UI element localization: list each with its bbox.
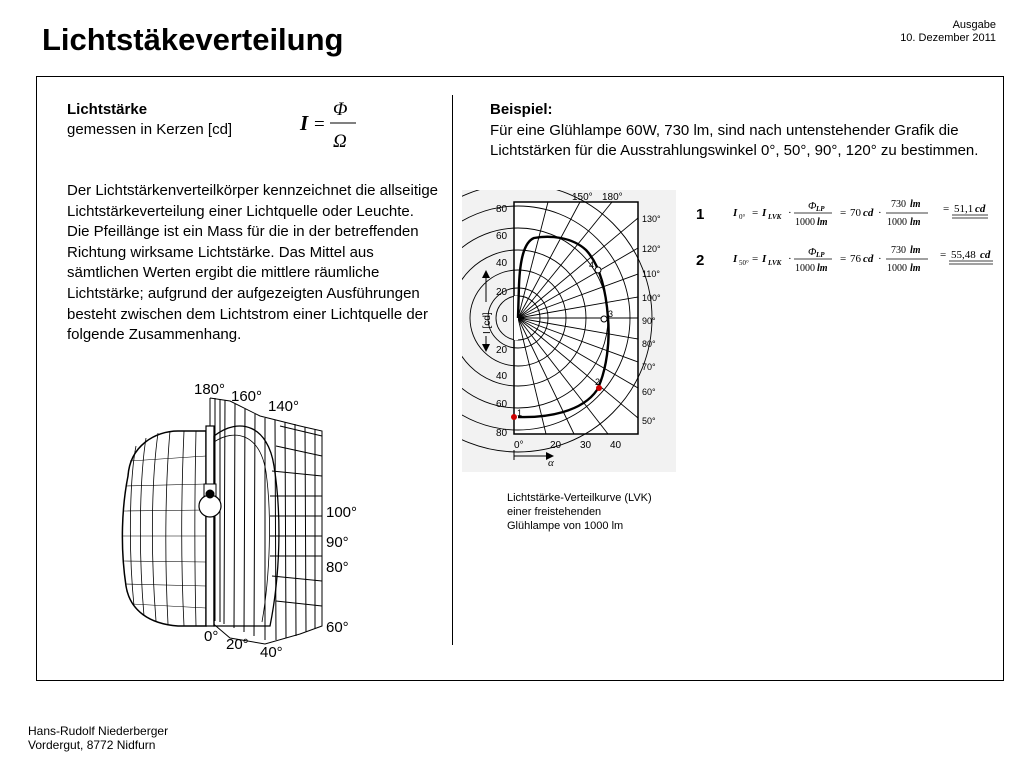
lvk-point-3	[601, 316, 607, 322]
calc-result-unit: cd	[980, 249, 991, 261]
lvk-right-angle-label: 50°	[642, 416, 656, 426]
calculation-row-2	[690, 240, 1000, 280]
footer-address: Vordergut, 8772 Nidfurn	[28, 738, 156, 752]
lvk-top-label: 180°	[602, 192, 623, 203]
calc-index: 1	[696, 206, 705, 223]
lvk-right-angle-label: 90°	[642, 316, 656, 326]
calculation-row-1	[690, 194, 1000, 234]
body-angle-label: 80°	[326, 559, 349, 576]
calc-dot: ·	[788, 207, 792, 219]
calc-lvk-subscript: LVK	[768, 213, 782, 221]
lvk-left-tick: 60	[496, 231, 508, 242]
calc-flux-unit: lm	[910, 245, 921, 256]
calc-phi: Φ	[808, 200, 817, 212]
formula-equals: =	[314, 114, 325, 135]
lvk-right-angle-label: 60°	[642, 387, 656, 397]
luminous-intensity-subheading: gemessen in Kerzen [cd]	[67, 121, 233, 138]
calc-denominator-number: 1000	[887, 263, 907, 274]
calc-equals: =	[840, 253, 847, 265]
body-angle-label: 0°	[204, 628, 219, 645]
lvk-right-angle-label: 130°	[642, 214, 661, 224]
calc-lvk-subscript: LVK	[768, 259, 782, 267]
lvk-left-tick: 0	[502, 314, 508, 325]
body-angle-label: 160°	[231, 388, 263, 405]
lvk-left-tick: 20	[496, 287, 508, 298]
lvk-chart-caption: Lichtstärke-Verteilkurve (LVK) einer freistehenden Glühlampe von 1000 lm	[507, 492, 652, 532]
lvk-top-label: 150°	[572, 192, 593, 203]
calc-equals: =	[752, 207, 759, 219]
calc-equals: =	[943, 203, 950, 215]
intensity-distribution-body-figure	[100, 376, 370, 661]
formula-denominator: Ω	[333, 131, 347, 152]
calc-i-symbol: I	[762, 207, 767, 219]
calc-i-symbol: I	[762, 253, 767, 265]
calc-flux-number: 730	[891, 199, 906, 210]
lvk-point-marker: 3	[608, 309, 614, 319]
footer	[28, 724, 168, 752]
lvk-point-marker: 1	[517, 408, 523, 418]
calc-index: 2	[696, 252, 705, 269]
lvk-point-marker: 2	[595, 377, 601, 387]
formula-numerator: Φ	[333, 99, 348, 120]
calc-cd-unit: cd	[863, 207, 874, 219]
body-angle-label: 180°	[194, 381, 226, 398]
example-heading: Beispiel:	[490, 101, 553, 118]
example-block	[490, 100, 980, 162]
page-title: Lichtstäkeverteilung	[42, 22, 344, 57]
calc-result: 51,1	[954, 203, 974, 215]
calc-flux-unit: lm	[910, 199, 921, 210]
issue-block	[900, 19, 996, 45]
lvk-left-tick: 80	[496, 204, 508, 215]
column-divider	[452, 95, 453, 645]
calc-denominator-number: 1000	[795, 263, 815, 274]
calc-denominator-number: 1000	[887, 217, 907, 228]
calc-i-symbol: I	[733, 253, 738, 265]
body-radial-scale	[210, 398, 322, 644]
calc-denominator-unit: lm	[910, 263, 921, 274]
example-paragraph: Für eine Glühlampe 60W, 730 lm, sind nach untenstehender Grafik die Lichtstärken für die Ausstrahlungswinkel 0°, 50°, 90°, 120° zu bestimmen.	[490, 121, 979, 160]
lvk-bottom-tick: 20	[550, 440, 562, 451]
footer-name: Hans-Rudolf Niederberger	[28, 724, 169, 738]
calc-dot: ·	[878, 207, 882, 219]
calc-phi: Φ	[808, 246, 817, 258]
calc-i-symbol: I	[733, 207, 738, 219]
lvk-right-angle-label: 120°	[642, 244, 661, 254]
calc-equals: =	[752, 253, 759, 265]
calc-dot: ·	[788, 253, 792, 265]
calc-result: 55,48	[951, 249, 976, 261]
body-angle-label: 90°	[326, 534, 349, 551]
lvk-right-angle-label: 100°	[642, 293, 661, 303]
calc-cd-unit: cd	[863, 253, 874, 265]
calc-denominator-unit: lm	[817, 263, 828, 274]
luminous-intensity-heading: Lichtstärke	[67, 101, 148, 118]
lvk-bottom-tick: 0°	[514, 440, 524, 451]
lvk-right-angle-label: 80°	[642, 339, 656, 349]
lvk-right-angle-label: 110°	[642, 269, 660, 279]
formula-lhs: I	[300, 111, 309, 135]
calc-result-unit: cd	[975, 203, 986, 215]
calc-equals: =	[940, 249, 947, 261]
lvk-bottom-tick: 30	[580, 440, 592, 451]
calc-angle-subscript: 0°	[739, 213, 746, 221]
body-angle-label: 100°	[326, 504, 358, 521]
lvk-left-tick: 60	[496, 399, 508, 410]
lvk-right-angle-label: 70°	[642, 362, 656, 372]
intensity-formula	[298, 97, 368, 157]
body-angle-label: 40°	[260, 644, 283, 661]
body-shape	[122, 426, 279, 626]
calc-denominator-unit: lm	[817, 217, 828, 228]
calc-denominator-unit: lm	[910, 217, 921, 228]
calc-equals: =	[840, 207, 847, 219]
luminous-intensity-heading-block	[67, 100, 232, 140]
lvk-bottom-tick: 40	[610, 440, 622, 451]
body-angle-label: 20°	[226, 636, 249, 653]
lvk-polar-chart	[462, 190, 676, 472]
body-angle-label: 60°	[326, 619, 349, 636]
lvk-left-tick: 40	[496, 258, 508, 269]
lvk-point-4	[595, 267, 601, 273]
calc-dot: ·	[878, 253, 882, 265]
calc-lp-subscript: LP	[816, 251, 825, 259]
lvk-left-tick: 80	[496, 428, 508, 439]
lvk-point-marker: 4	[589, 260, 595, 270]
calc-lvk-value: 70	[850, 207, 861, 219]
issue-date: 10. Dezember 2011	[900, 32, 996, 44]
lvk-left-tick: 20	[496, 345, 508, 356]
calc-angle-subscript: 50°	[739, 259, 749, 267]
calc-flux-number: 730	[891, 245, 906, 256]
body-angle-label: 140°	[268, 398, 300, 415]
lvk-axis-label: I [cd]	[482, 312, 493, 334]
calc-lvk-value: 76	[850, 253, 861, 265]
lvk-alpha-symbol: α	[548, 457, 554, 469]
calc-lp-subscript: LP	[816, 205, 825, 213]
lvk-left-tick: 40	[496, 371, 508, 382]
issue-label: Ausgabe	[952, 19, 996, 31]
calc-denominator-number: 1000	[795, 217, 815, 228]
description-paragraph: Der Lichtstärkenverteilkörper kennzeichnet die allseitige Lichtstärkeverteilung einer Lichtquelle oder Leuchte. Die Pfeillänge ist ein Mass für die in der betreffenden Richtung wirksame Lichtstärke. Das Mittel aus sämtlichen Werten ergibt die mittlere räumliche Lichtstärke; aufgrund der aufgezeigten Ausführungen besteht zwischen dem Lichtstrom einer Lichtquelle der folgende Zusammenhang.	[67, 182, 439, 344]
